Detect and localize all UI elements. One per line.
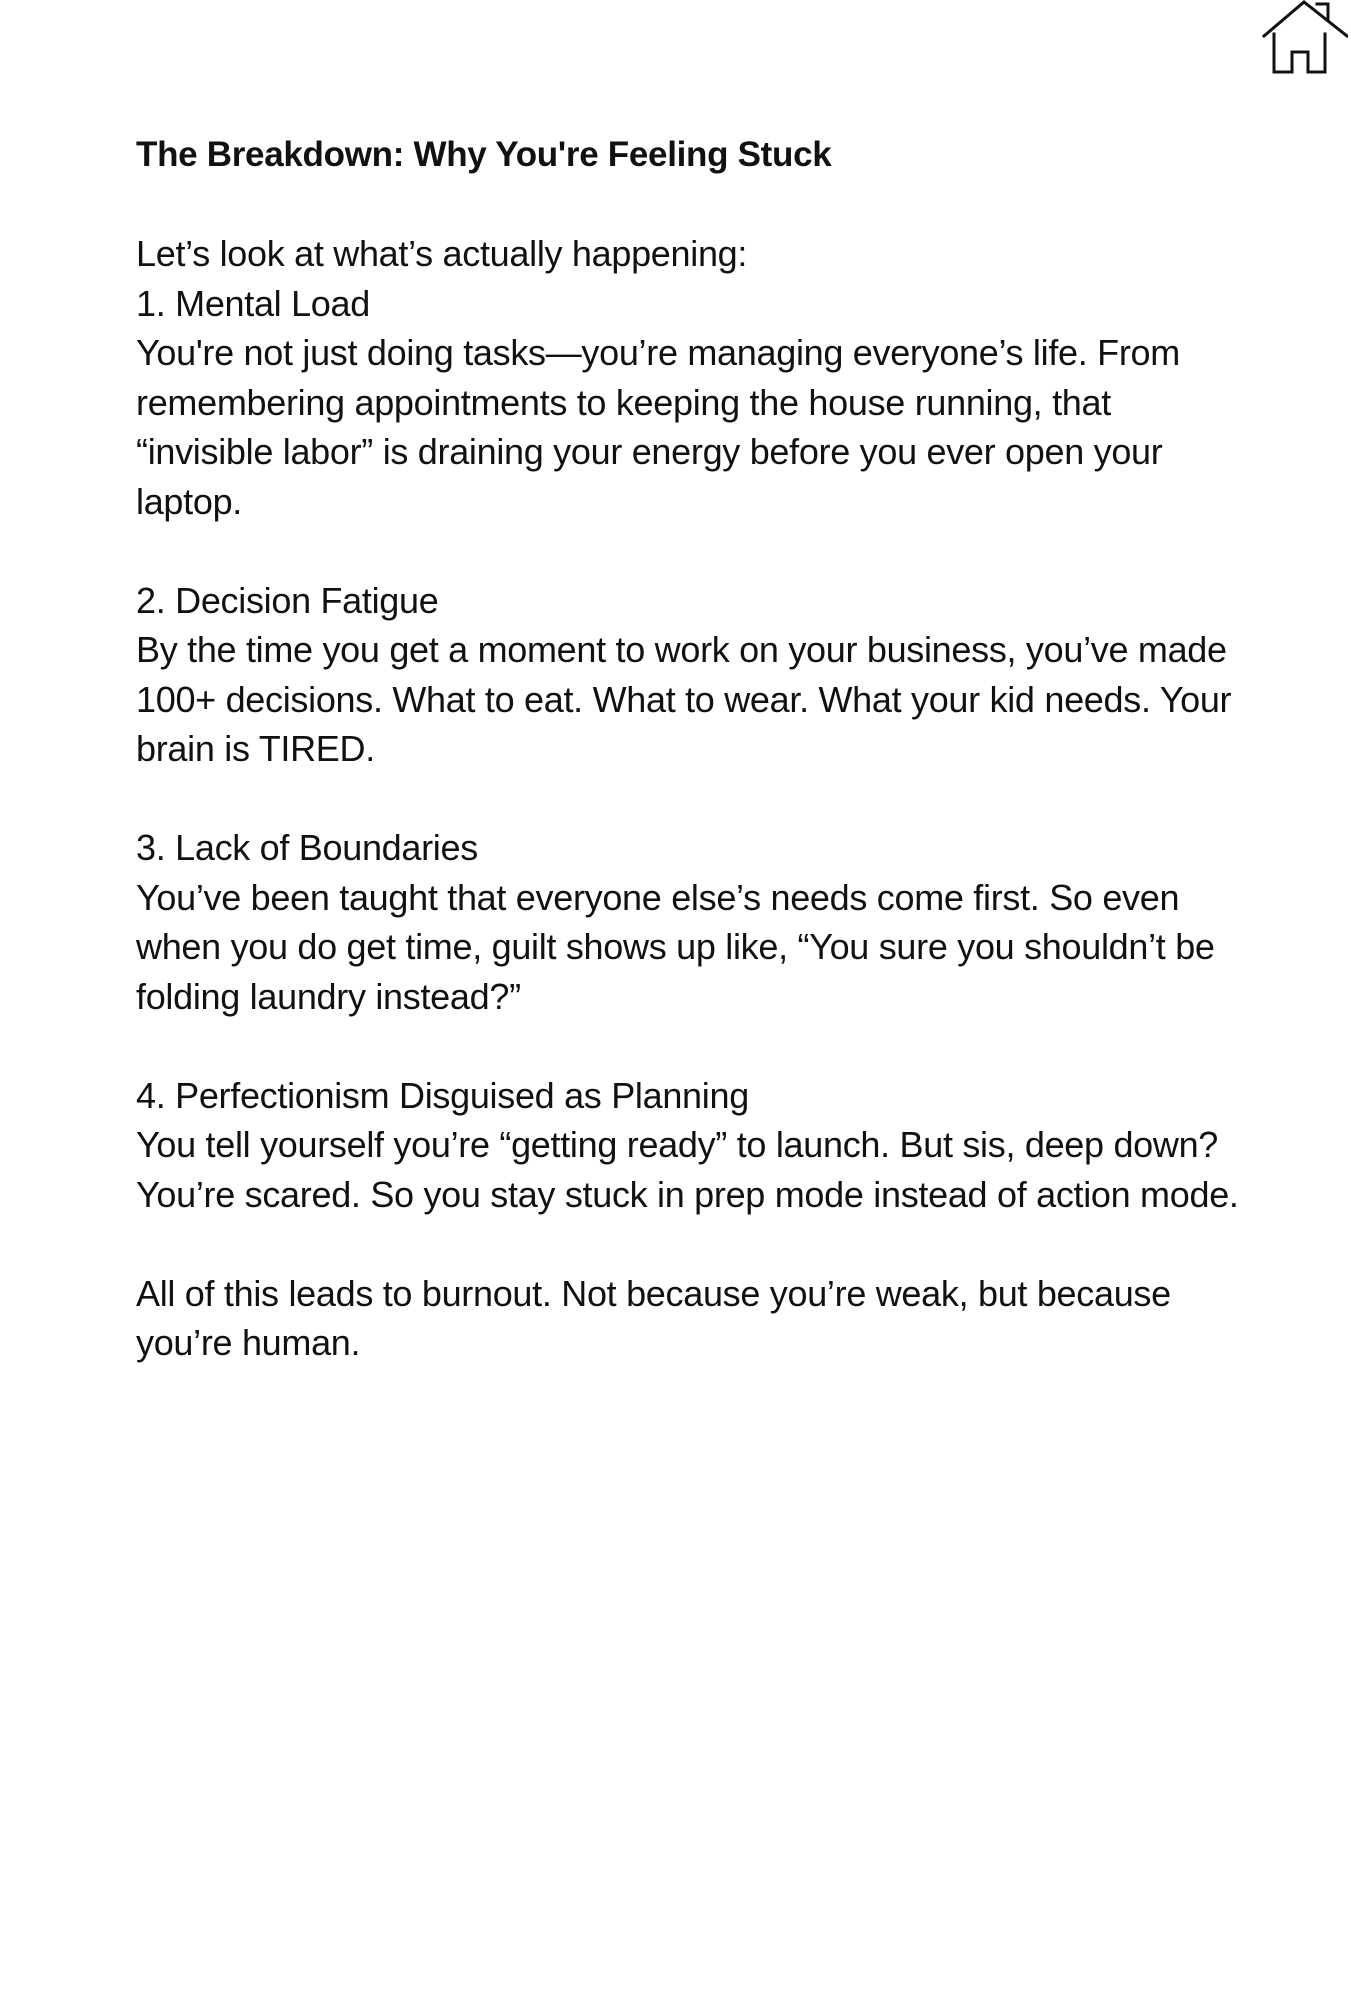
spacer <box>136 774 1246 824</box>
section-heading: 2. Decision Fatigue <box>136 579 439 621</box>
section-heading: 3. Lack of Boundaries <box>136 827 478 868</box>
spacer <box>136 180 1246 230</box>
section-decision-fatigue <box>136 576 1246 774</box>
home-button[interactable] <box>1262 0 1348 76</box>
document-body <box>136 130 1246 1368</box>
section-body: You tell yourself you’re “getting ready” to launch. But sis, deep down? You’re scared. So you stay stuck in prep mode instead of action mode. <box>136 1124 1239 1215</box>
spacer <box>136 1021 1246 1071</box>
section-heading: 4. Perfectionism Disguised as Planning <box>136 1074 749 1116</box>
section-lack-of-boundaries <box>136 823 1246 1021</box>
document-title: The Breakdown: Why You're Feeling Stuck <box>136 135 832 174</box>
section-body: You’ve been taught that everyone else’s needs come first. So even when you do get time, guilt shows up like, “You sure you shouldn’t be folding laundry instead?” <box>136 876 1215 1017</box>
conclusion-text: All of this leads to burnout. Not because you’re weak, but because you’re human. <box>136 1272 1181 1363</box>
spacer <box>136 526 1246 576</box>
section-perfectionism <box>136 1071 1246 1220</box>
home-icon <box>1262 0 1348 76</box>
section-body: By the time you get a moment to work on your business, you’ve made 100+ decisions. What to eat. What to wear. What your kid needs. Your brain is TIRED. <box>136 629 1232 769</box>
intro-text: Let’s look at what’s actually happening: <box>136 233 748 274</box>
section-mental-load <box>136 279 1246 527</box>
section-body: You're not just doing tasks—you’re managing everyone’s life. From remembering appointments to keeping the house running, that “invisible labor” is draining your energy before you ever open your laptop. <box>136 332 1180 522</box>
section-heading: 1. Mental Load <box>136 282 370 324</box>
spacer <box>136 1219 1246 1269</box>
